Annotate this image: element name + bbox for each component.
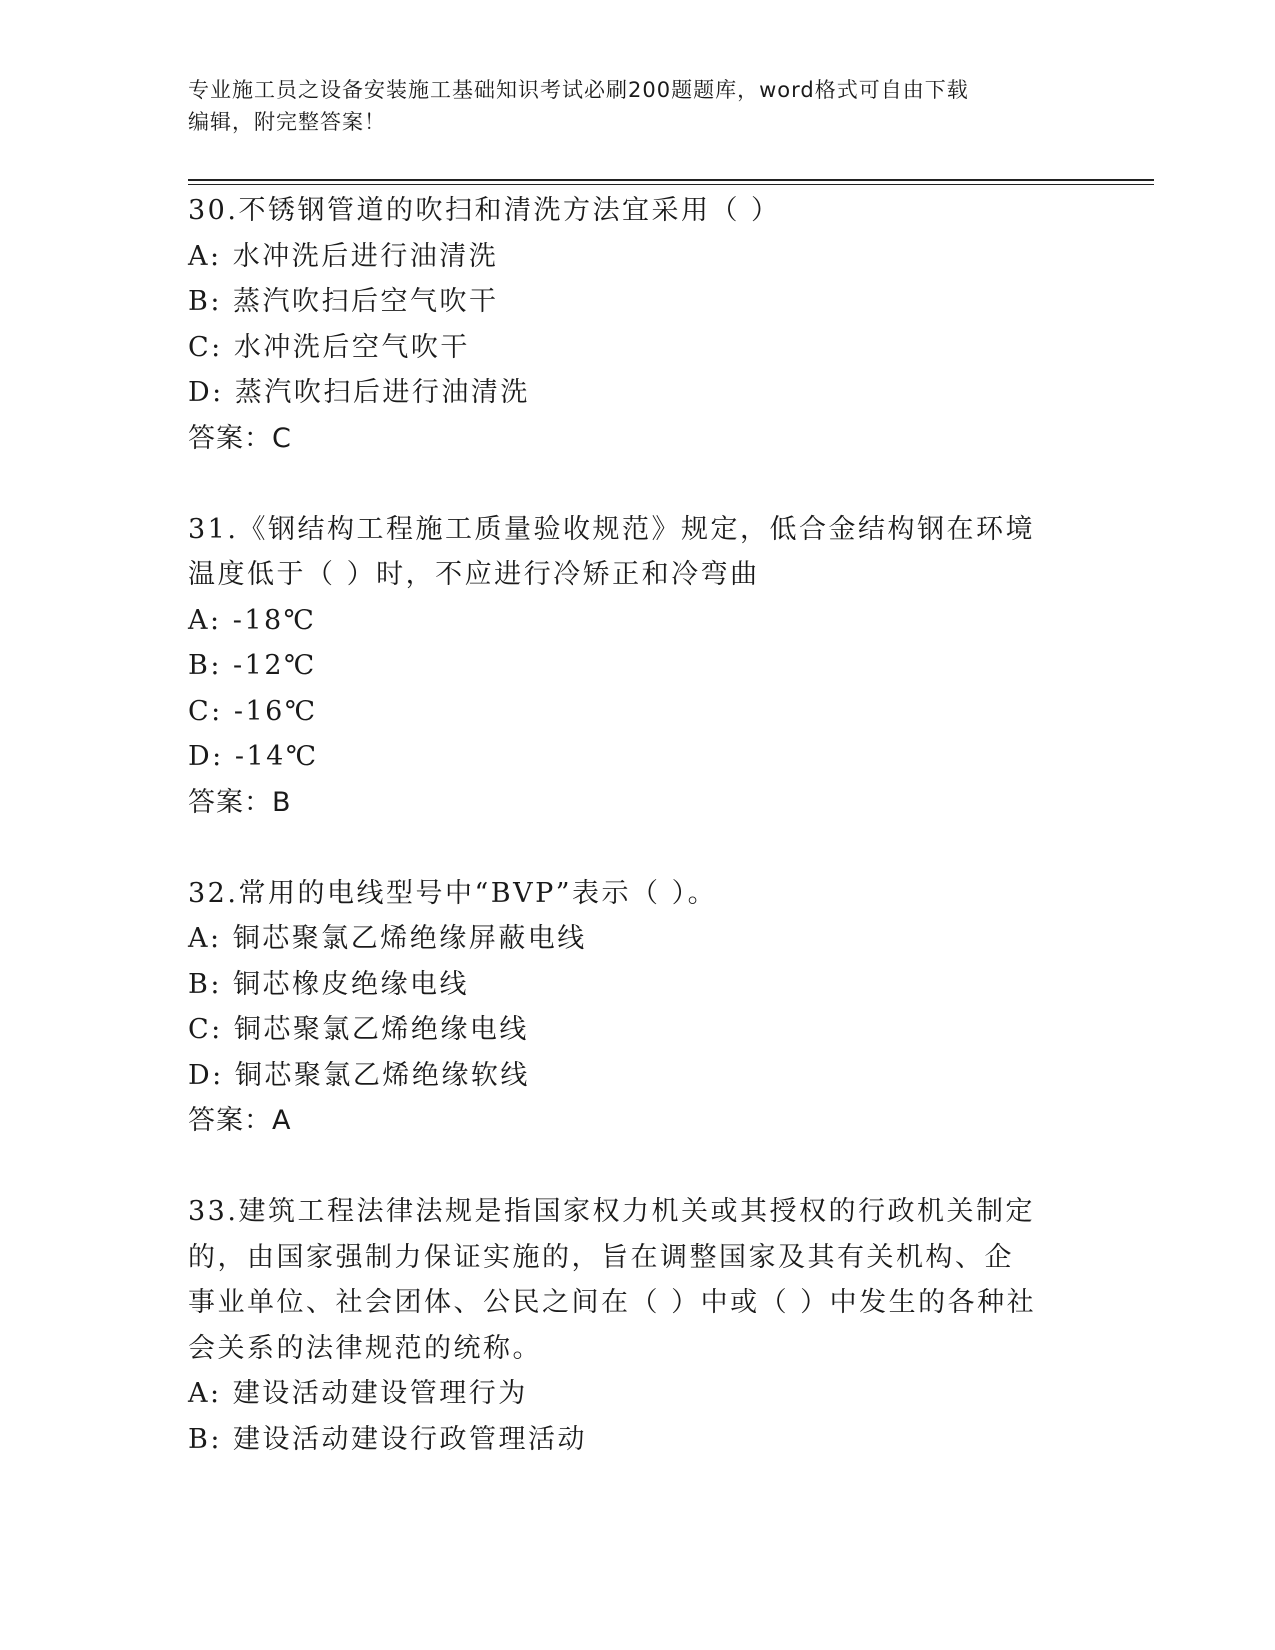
- option-text: 蒸汽吹扫后空气吹干: [233, 286, 499, 317]
- header-title-line-2: 编辑，附完整答案！: [188, 110, 386, 134]
- answer-line: 答案：C: [188, 422, 292, 454]
- document-header: [188, 74, 1068, 138]
- answer-line: 答案：B: [188, 786, 292, 818]
- option-letter: B:: [188, 1423, 222, 1455]
- option-text: 建设活动建设管理行为: [232, 1378, 528, 1409]
- option-text: -14℃: [234, 741, 319, 772]
- option-a: [188, 234, 1088, 280]
- option-text: -16℃: [233, 695, 318, 727]
- option-letter: B:: [188, 286, 222, 317]
- option-letter: D:: [188, 377, 224, 408]
- header-divider-bottom: [188, 184, 1154, 185]
- option-b: [188, 1417, 1088, 1463]
- question-stem: 31.《钢结构工程施工质量验收规范》规定，低合金结构钢在环境温度低于（ ）时，不应进行冷矫正和冷弯曲: [188, 513, 1035, 590]
- option-b: [188, 643, 1088, 689]
- option-letter: A:: [188, 240, 222, 272]
- answer-line: 答案：A: [188, 1105, 292, 1136]
- option-d: [188, 1053, 1088, 1099]
- option-letter: C:: [188, 331, 223, 363]
- question-stem: 32.常用的电线型号中“BVP”表示（ ）。: [188, 877, 718, 909]
- option-a: [188, 598, 1088, 644]
- question-stem: 30.不锈钢管道的吹扫和清洗方法宜采用（ ）: [188, 195, 781, 226]
- question-spacer: [188, 1144, 1088, 1190]
- option-text: 铜芯聚氯乙烯绝缘软线: [234, 1059, 530, 1091]
- option-text: 水冲洗后进行油清洗: [232, 240, 499, 272]
- option-letter: D:: [188, 741, 224, 772]
- option-letter: B:: [188, 650, 222, 681]
- question-spacer: [188, 825, 1088, 871]
- option-text: 水冲洗后空气吹干: [233, 331, 470, 363]
- question-31: [188, 507, 1088, 826]
- option-text: 建设活动建设行政管理活动: [233, 1423, 588, 1455]
- header-divider-top: [188, 179, 1154, 181]
- option-letter: D:: [188, 1059, 224, 1091]
- option-letter: A:: [188, 1378, 222, 1409]
- option-a: [188, 916, 1088, 962]
- option-text: 铜芯聚氯乙烯绝缘电线: [233, 1014, 529, 1045]
- question-30: [188, 188, 1088, 461]
- option-text: 铜芯橡皮绝缘电线: [233, 968, 470, 1000]
- option-text: -12℃: [233, 650, 317, 681]
- option-text: 铜芯聚氯乙烯绝缘屏蔽电线: [232, 923, 587, 954]
- question-32: [188, 871, 1088, 1144]
- option-text: 蒸汽吹扫后进行油清洗: [234, 377, 530, 408]
- question-spacer: [188, 461, 1088, 507]
- option-letter: C:: [188, 695, 223, 727]
- option-letter: A:: [188, 604, 222, 636]
- option-a: [188, 1371, 1088, 1417]
- option-d: [188, 734, 1088, 780]
- option-letter: B:: [188, 968, 222, 1000]
- option-letter: A:: [188, 923, 222, 954]
- option-c: [188, 325, 1088, 371]
- question-stem: 33.建筑工程法律法规是指国家权力机关或其授权的行政机关制定的，由国家强制力保证实施的，旨在调整国家及其有关机构、企事业单位、社会团体、公民之间在（ ）中或（ ）中发生的各种社会关系的法律规范的统称。: [188, 1196, 1037, 1364]
- option-c: [188, 1007, 1088, 1053]
- option-letter: C:: [188, 1014, 223, 1045]
- option-b: [188, 279, 1088, 325]
- question-list: [188, 188, 1088, 1462]
- option-b: [188, 962, 1088, 1008]
- option-text: -18℃: [232, 604, 317, 636]
- header-title-line-1: 专业施工员之设备安装施工基础知识考试必刷200题题库，word格式可自由下载: [188, 78, 969, 102]
- option-d: [188, 370, 1088, 416]
- question-33: [188, 1189, 1088, 1462]
- option-c: [188, 689, 1088, 735]
